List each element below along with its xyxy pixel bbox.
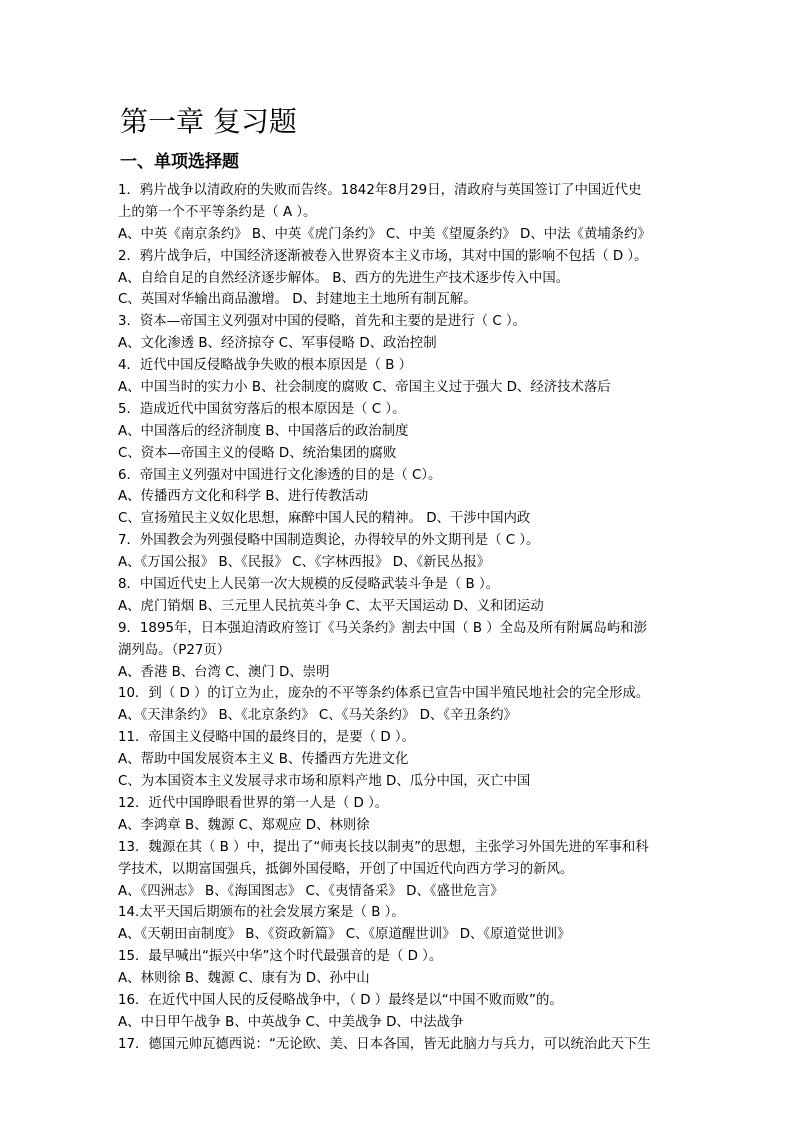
text-line: A、帮助中国发展资本主义 B、传播西方先进文化	[118, 752, 409, 768]
text-line: 10．到（ D ）的订立为止，庞杂的不平等条约体系已宣告中国半殖民地社会的完全形成。	[118, 686, 650, 702]
text-line: 16．在近代中国人民的反侵略战争中，（ D ）最终是以“中国不败而败”的。	[118, 992, 563, 1008]
text-line: A、中国当时的实力小 B、社会制度的腐败 C、帝国主义过于强大 D、经济技术落后	[118, 380, 611, 396]
text-line: 上的第一个不平等条约是（ A ）。	[118, 204, 317, 220]
text-line: 13．魏源在其（ B ）中，提出了“师夷长技以制夷”的思想，主张学习外国先进的军事和科	[118, 839, 649, 855]
text-line: 7．外国教会为列强侵略中国制造舆论，办得较早的外文期刊是（ C ）。	[118, 533, 540, 549]
text-line: A、《天津条约》 B、《北京条约》 C、《马关条约》 D、《辛丑条约》	[118, 708, 517, 724]
text-line: A、林则徐 B、魏源 C、康有为 D、孙中山	[118, 971, 370, 987]
chapter-title: 第一章 复习题	[120, 105, 297, 138]
text-line: 5．造成近代中国贫穷落后的根本原因是（ C ）。	[118, 401, 406, 417]
text-line: C、英国对华输出商品激增。 D、封建地主土地所有制瓦解。	[118, 292, 477, 308]
text-line: A、虎门销烟 B、三元里人民抗英斗争 C、太平天国运动 D、义和团运动	[118, 598, 544, 614]
text-line: A、《天朝田亩制度》 B、《资政新篇》 C、《原道醒世训》 D、《原道觉世训》	[118, 927, 571, 943]
text-line: 14.太平天国后期颁布的社会发展方案是（ B ）。	[118, 905, 405, 921]
text-line: 4．近代中国反侵略战争失败的根本原因是（ B ）	[118, 358, 413, 374]
text-line: 17．德国元帅瓦德西说：“无论欧、美、日本各国，皆无此脑力与兵力，可以统治此天下生	[118, 1036, 651, 1052]
question-lines	[118, 180, 688, 1056]
text-line: A、中国落后的经济制度 B、中国落后的政治制度	[118, 423, 409, 439]
text-line: C、为本国资本主义发展寻求市场和原料产地 D、瓜分中国，灭亡中国	[118, 774, 531, 790]
text-line: C、宣扬殖民主义奴化思想，麻醉中国人民的精神。 D、干涉中国内政	[118, 511, 531, 527]
text-line: 15．最早喊出“振兴中华”这个时代最强音的是（ D ）。	[118, 949, 443, 965]
text-line: A、自给自足的自然经济逐步解体。 B、西方的先进生产技术逐步传入中国。	[118, 270, 570, 286]
text-line: 9．1895年，日本强迫清政府签订《马关条约》割去中国（ B ）全岛及所有附属岛屿和澎	[118, 620, 647, 636]
text-line: 6．帝国主义列强对中国进行文化渗透的目的是（ C）。	[118, 467, 442, 483]
section-heading: 一、单项选择题	[120, 152, 239, 172]
text-line: 2．鸦片战争后，中国经济逐渐被卷入世界资本主义市场，其对中国的影响不包括（ D ）。	[118, 248, 648, 264]
text-line: 1．鸦片战争以清政府的失败而告终。1842年8月29日，清政府与英国签订了中国近代史	[118, 183, 642, 198]
text-line: A、《万国公报》 B、《民报》 C、《字林西报》 D、《新民丛报》	[118, 555, 491, 571]
text-line: A、《四洲志》 B、《海国图志》 C、《夷情备采》 D、《盛世危言》	[118, 883, 504, 899]
text-line: A、传播西方文化和科学 B、进行传教活动	[118, 489, 369, 505]
text-line: A、中日甲午战争 B、中英战争 C、中美战争 D、中法战争	[118, 1014, 464, 1030]
text-line: A、文化渗透 B、经济掠夺 C、军事侵略 D、政治控制	[118, 336, 437, 352]
text-line: 12．近代中国睁眼看世界的第一人是（ D ）。	[118, 795, 389, 811]
text-line: 学技术，以期富国强兵，抵御外国侵略，开创了中国近代向西方学习的新风。	[118, 861, 574, 877]
text-line: 湖列岛。（P27页）	[118, 642, 231, 658]
text-line: 8．中国近代史上人民第一次大规模的反侵略武装斗争是（ B ）。	[118, 577, 500, 593]
text-line: A、香港 B、台湾 C、澳门 D、崇明	[118, 664, 330, 680]
text-line: C、资本—帝国主义的侵略 D、统治集团的腐败	[118, 445, 397, 461]
text-line: A、李鸿章 B、魏源 C、郑观应 D、林则徐	[118, 817, 370, 833]
text-line: A、中英《南京条约》 B、中英《虎门条约》 C、中美《望厦条约》 D、中法《黄埔条约》	[118, 226, 651, 242]
text-line: 11．帝国主义侵略中国的最终目的，是要（ D ）。	[118, 730, 415, 746]
text-line: 3．资本—帝国主义列强对中国的侵略，首先和主要的是进行（ C ）。	[118, 314, 527, 330]
